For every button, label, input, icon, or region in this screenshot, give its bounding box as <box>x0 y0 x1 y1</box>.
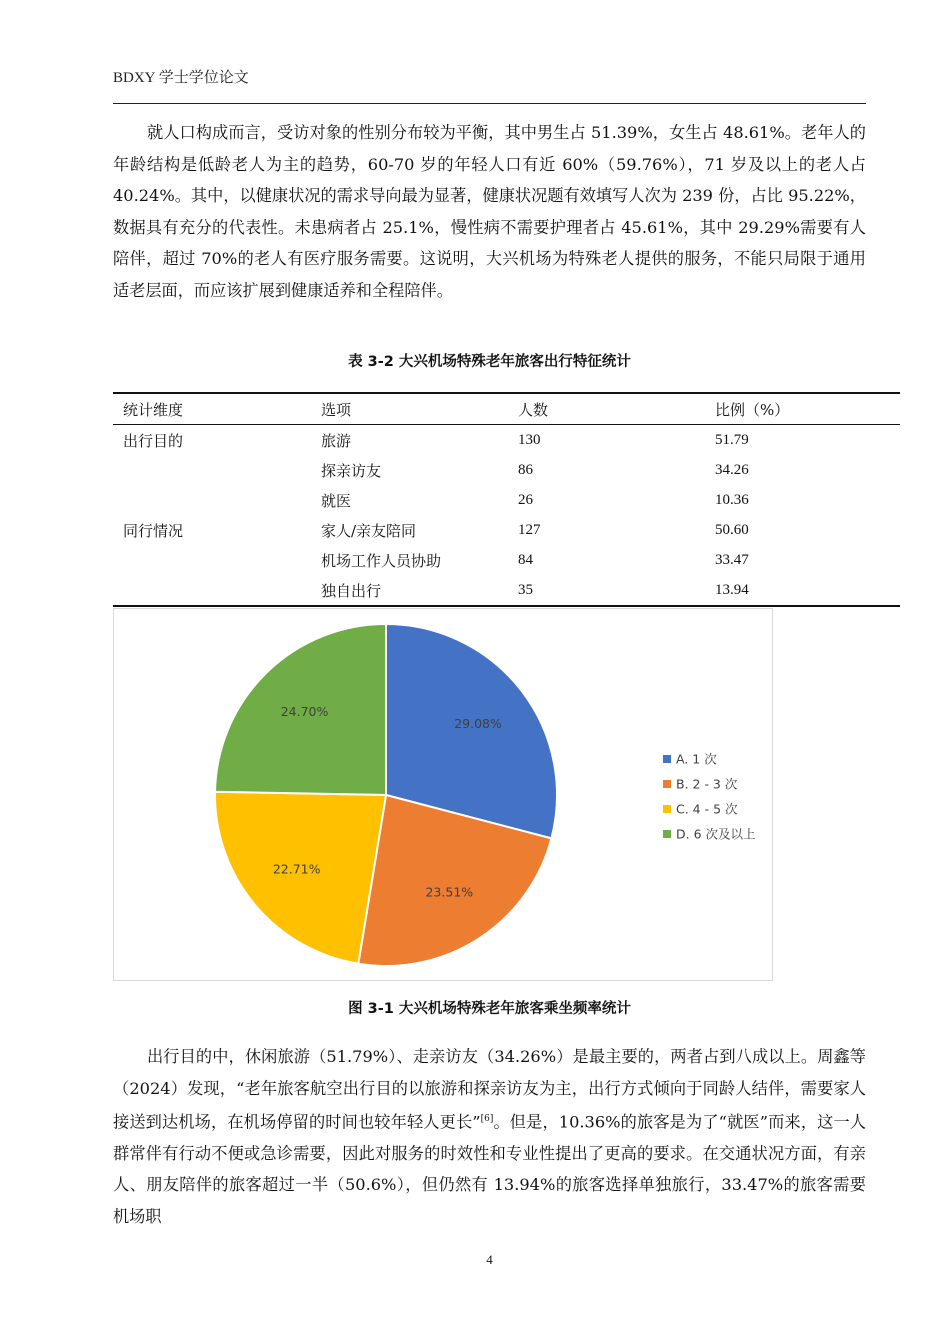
table-row <box>113 455 900 485</box>
paragraph-body: 出行目的中，休闲旅游（51.79%）、走亲访友（34.26%）是最主要的，两者占到八成以上。周鑫等（2024）发现，“老年旅客航空出行目的以旅游和探亲访友为主，出行方式倾向于同龄人结伴，需要家人接送到达机场，在机场停留的时间也较年轻人更长” <box>113 1047 866 1132</box>
table-row <box>113 515 900 545</box>
header-divider <box>113 103 866 104</box>
legend-label: B. 2 - 3 次 <box>676 776 738 792</box>
cell-option: 独自出行 <box>311 575 508 606</box>
cell-option: 探亲访友 <box>321 461 382 480</box>
cell-dimension <box>113 485 311 515</box>
table-header-row <box>113 393 900 425</box>
paragraph-demographics: 就人口构成而言，受访对象的性别分布较为平衡，其中男生占 51.39%，女生占 48.61%。老年人的年龄结构是低龄老人为主的趋势，60-70 岁的年轻人口有近 60%（59.76%），71 岁及以上的老人占 40.24%。其中，以健康状况的需求导向最为显著，健康状况题有效填写人次为 239 份，占比 95.22%，数据具有充分的代表性。未患病者占 25.1%，慢性病不需要护理者占 45.61%，其中 29.29%需要有人陪伴，超过 70%的老人有医疗服务需要。这说明，大兴机场为特殊老人提供的服务，不能只局限于通用适老层面，而应该扩展到健康适养和全程陪伴。 <box>113 123 866 300</box>
pie-data-label: 24.70% <box>280 704 329 720</box>
header-option: 选项 <box>311 393 508 425</box>
paragraph-tail: 。但是，10.36%的旅客是为了“就医”而来，这一人群常伴有行动不便或急诊需要，因此对服务的时效性和专业性提出了更高的要求。在交通状况方面，有亲人、朋友陪伴的旅客超过一半（50.6%），但仍然有 13.94%的旅客选择单独旅行，33.47%的旅客需要机场职 <box>113 1112 866 1226</box>
legend-swatch <box>663 755 671 763</box>
pie-data-label: 22.71% <box>272 861 321 877</box>
figure-caption: 图 3-1 大兴机场特殊老年旅客乘坐频率统计 <box>348 1001 631 1017</box>
cell-dimension <box>113 455 311 485</box>
legend-swatch <box>663 780 671 788</box>
cell-count: 84 <box>518 551 533 568</box>
cell-ratio: 33.47 <box>715 551 749 568</box>
cell-ratio: 13.94 <box>705 575 900 606</box>
cell-ratio: 50.60 <box>715 521 749 538</box>
table-row <box>113 575 900 606</box>
paragraph-travel-purpose <box>113 1041 866 1232</box>
legend-swatch <box>663 805 671 813</box>
cell-option: 旅游 <box>321 431 352 450</box>
legend-label: A. 1 次 <box>676 751 717 767</box>
cell-option: 机场工作人员协助 <box>321 551 442 570</box>
cell-option: 就医 <box>321 491 352 510</box>
cell-count: 35 <box>508 575 705 606</box>
pie-data-label: 23.51% <box>425 884 474 900</box>
table-caption: 表 3-2 大兴机场特殊老年旅客出行特征统计 <box>348 354 631 370</box>
pie-slice <box>215 792 386 964</box>
legend-label: D. 6 次及以上 <box>676 826 756 842</box>
legend-swatch <box>663 830 671 838</box>
cell-ratio: 34.26 <box>715 461 749 478</box>
cell-option: 家人/亲友陪同 <box>321 521 417 540</box>
cell-count: 130 <box>518 431 541 448</box>
cell-dimension <box>113 575 311 606</box>
cell-dimension: 出行目的 <box>123 431 184 450</box>
cell-dimension <box>113 545 311 575</box>
pie-chart-frame <box>113 608 773 981</box>
citation-marker: [6] <box>480 1114 494 1124</box>
cell-ratio: 10.36 <box>715 491 749 508</box>
pie-chart <box>114 609 774 982</box>
header-ratio: 比例（%） <box>705 393 900 425</box>
header-count: 人数 <box>508 393 705 425</box>
legend-label: C. 4 - 5 次 <box>676 801 738 817</box>
cell-dimension: 同行情况 <box>123 521 184 540</box>
cell-count: 86 <box>518 461 533 478</box>
table-row <box>113 545 900 575</box>
header-dimension: 统计维度 <box>113 393 311 425</box>
cell-ratio: 51.79 <box>715 431 749 448</box>
pie-data-label: 29.08% <box>454 715 502 731</box>
cell-count: 26 <box>518 491 533 508</box>
table-row <box>113 485 900 515</box>
cell-count: 127 <box>518 521 541 538</box>
travel-stats-table <box>113 392 900 607</box>
table-row <box>113 425 900 456</box>
page-header: BDXY 学士学位论文 <box>113 70 249 86</box>
page-number: 4 <box>486 1252 493 1267</box>
